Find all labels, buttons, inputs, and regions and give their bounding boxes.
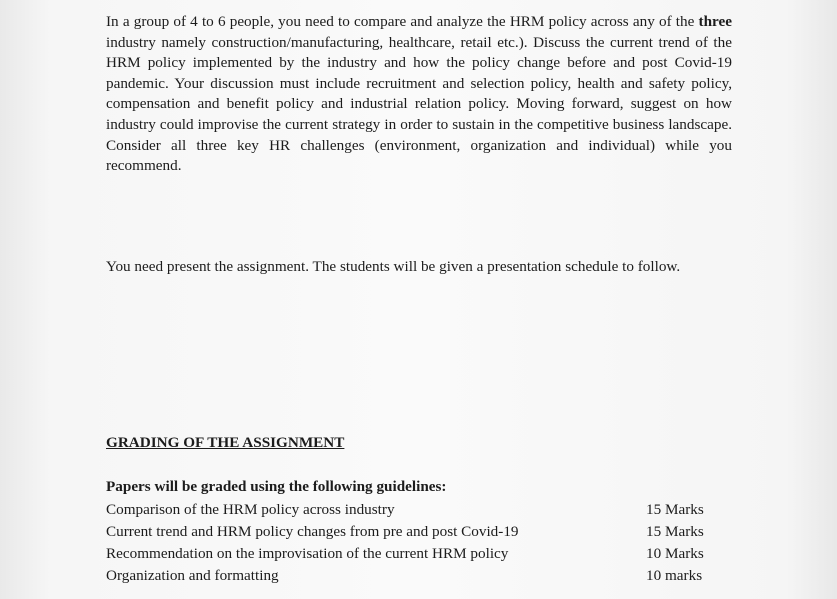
criteria-label: Organization and formatting [106,567,279,584]
criteria-row [106,521,716,543]
description-text-part1: In a group of 4 to 6 people, you need to compare and analyze the HRM policy across any of the [106,13,699,30]
criteria-marks: 10 marks [646,567,703,584]
presentation-note: You need present the assignment. The students will be given a presentation schedule to follow. [106,258,681,275]
description-text-part2: industry namely construction/manufacturing, healthcare, retail etc.). Discuss the current trend of the HRM policy implemented by the industry and how the policy change before and post Covid-19 pandemic. Your discussion must include recruitment and selection policy, health and safety policy, compensation and benefit policy and industrial relation policy. Moving forward, suggest on how industry could improvise the current strategy in order to sustain in the competitive business landscape. Consider all three key HR challenges (environment, organization and individual) while you recommend. [106,33,732,175]
criteria-marks: 15 Marks [646,523,704,540]
grading-heading: GRADING OF THE ASSIGNMENT [106,434,345,451]
guidelines-heading: Papers will be graded using the following guidelines: [106,478,447,495]
criteria-marks: 15 Marks [646,501,704,518]
criteria-label: Current trend and HRM policy changes from pre and post Covid-19 [106,523,519,540]
assignment-description [106,12,732,177]
criteria-label: Comparison of the HRM policy across industry [106,501,395,518]
criteria-row [106,543,716,565]
criteria-marks: 10 Marks [646,545,704,562]
description-bold-word: three [698,13,732,30]
grading-criteria-list [106,499,716,587]
criteria-label: Recommendation on the improvisation of the current HRM policy [106,545,509,562]
criteria-row [106,565,716,587]
criteria-row [106,499,716,521]
